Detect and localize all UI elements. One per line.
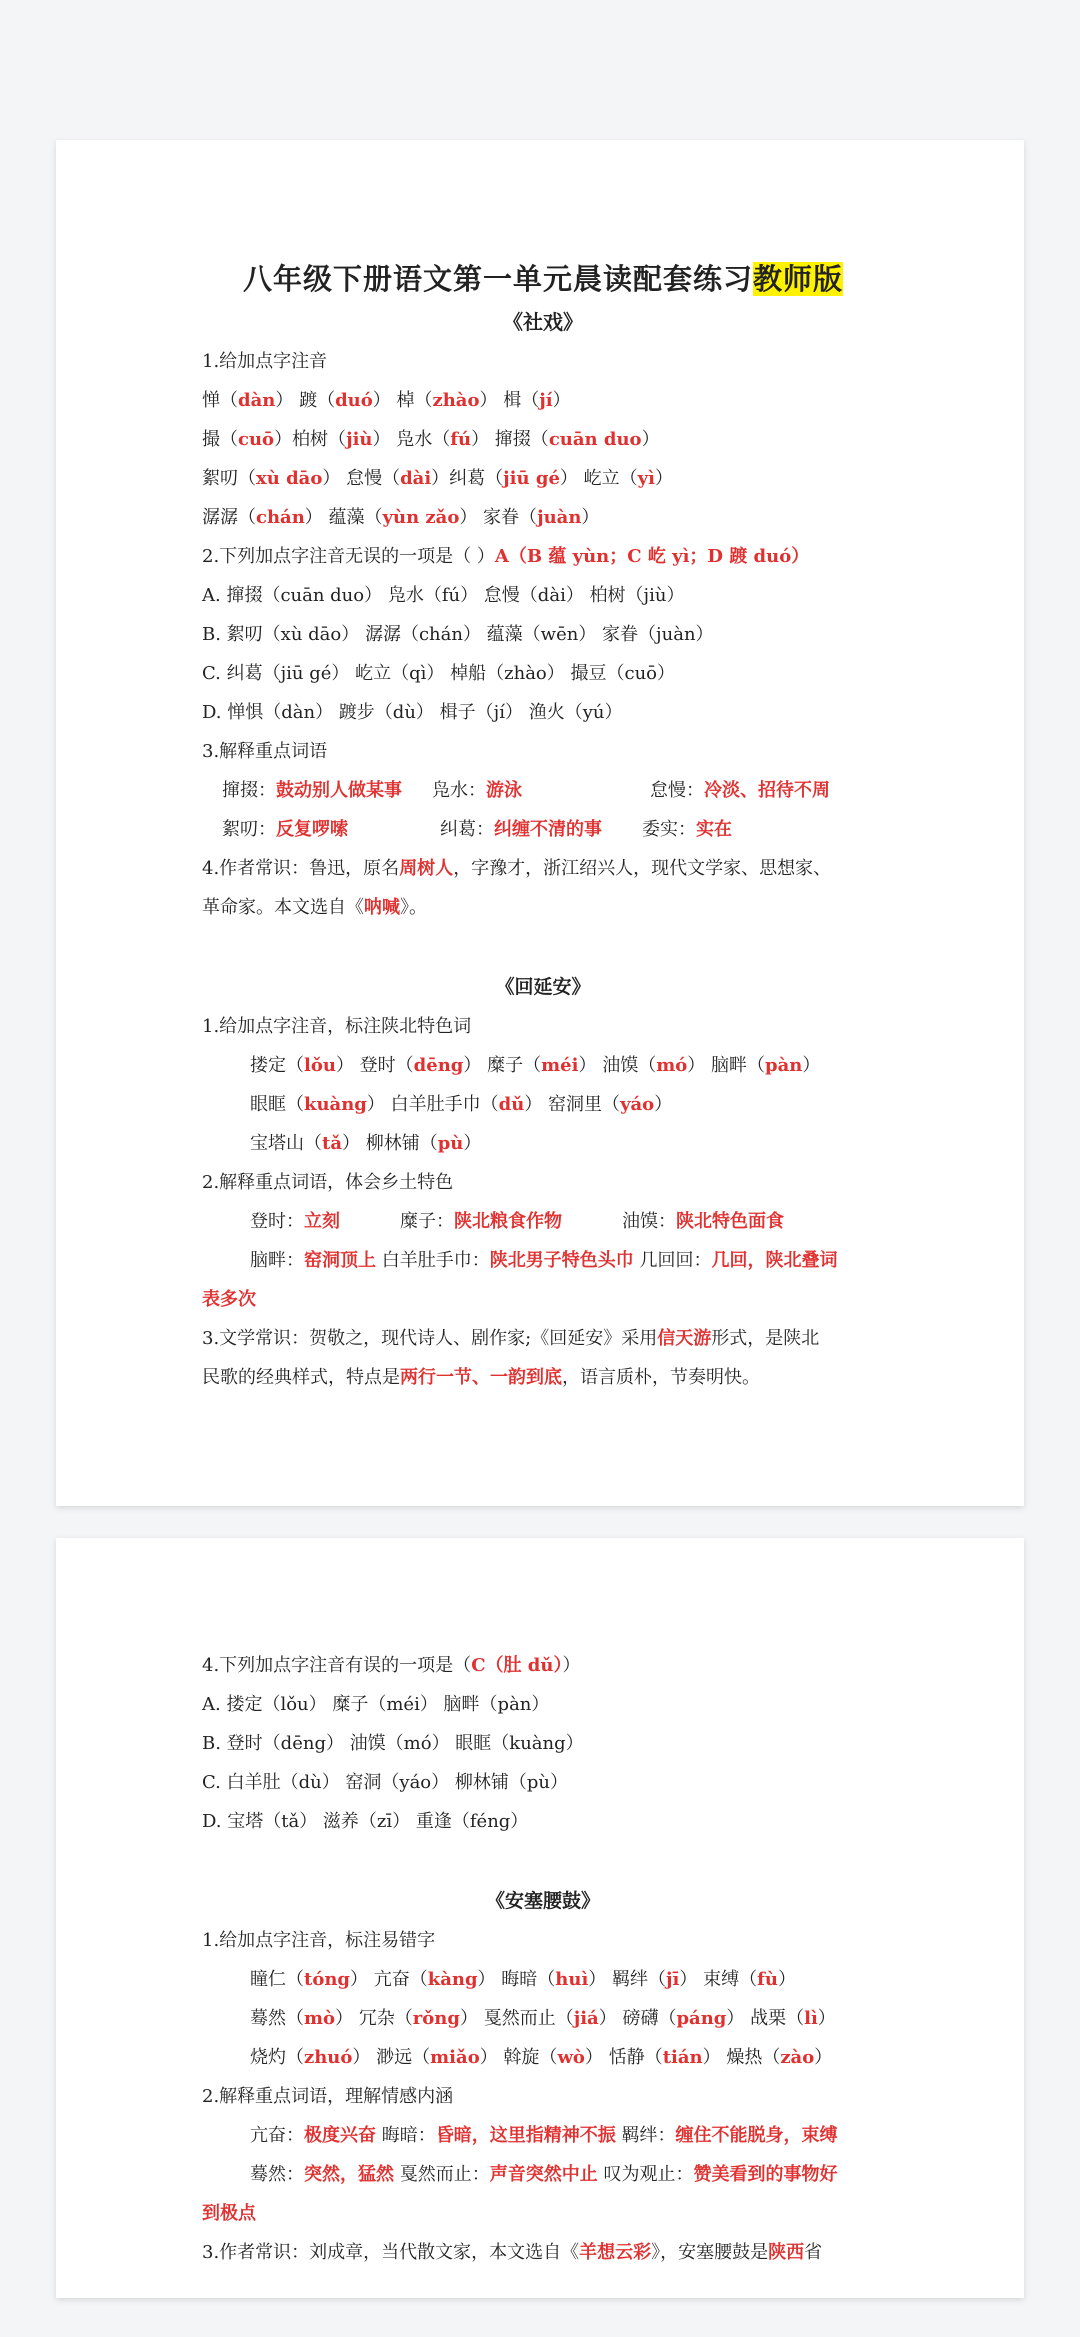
answer: fú	[450, 429, 472, 450]
spacer	[202, 1841, 884, 1881]
answer: dài	[400, 468, 432, 489]
question-line: 1.给加点字注音，标注易错字	[202, 1930, 436, 1951]
vocab-term: 纠葛：	[440, 819, 494, 840]
question-line	[202, 888, 884, 927]
vocab-term: 白羊肚手巾：	[376, 1250, 490, 1271]
answer: lǒu	[304, 1055, 336, 1076]
answer: zhào	[432, 390, 480, 411]
answer: yì	[637, 468, 655, 489]
text: 4.作者常识：鲁迅，原名	[202, 858, 400, 879]
document-page-2	[56, 1538, 1024, 2298]
answer: 陕北粮食作物	[454, 1211, 562, 1232]
answer: rǒng	[412, 2008, 460, 2029]
answer: jiù	[346, 429, 373, 450]
text: 形式，是陕北	[711, 1328, 820, 1349]
answer: mó	[656, 1055, 688, 1076]
title-text: 八年级下册语文第一单元晨读配套练习	[242, 262, 753, 296]
question-line	[202, 537, 884, 576]
text: ，字豫才，浙江绍兴人，现代文学家、思想家、	[453, 858, 832, 879]
document-page-1	[56, 140, 1024, 1506]
option-b: B. 絮叨（xù dāo） 潺潺（chán） 蕴藻（wēn） 家眷（juàn）	[202, 624, 714, 645]
pinyin-line: 瞳仁（tóng） 亢奋（kàng） 晦暗（huì） 羁绊（jī） 束缚（fù）	[250, 1969, 796, 1990]
question-line: 2.解释重点词语，理解情感内涵	[202, 2086, 454, 2107]
option-d: D. 惮惧（dàn） 踱步（dù） 楫子（jí） 渔火（yú）	[202, 702, 623, 723]
vocab-term: 晦暗：	[376, 2125, 436, 2146]
pinyin-line: 絮叨（xù dāo） 怠慢（dài）纠葛（jiū gé） 屹立（yì）	[202, 468, 673, 489]
vocab-term: 絮叨：	[222, 819, 276, 840]
text: 4.下列加点字注音有误的一项是（	[202, 1655, 472, 1676]
option-d: D. 宝塔（tǎ） 滋养（zī） 重逢（féng）	[202, 1811, 529, 1832]
answer: huì	[555, 1969, 589, 1990]
pinyin-line: 潺潺（chán） 蕴藻（yùn zǎo） 家眷（juàn）	[202, 507, 600, 528]
question-line: 2.解释重点词语，体会乡土特色	[202, 1172, 454, 1193]
answer: tián	[662, 2047, 703, 2068]
text: 3.作者常识：刘成章，当代散文家，本文选自《	[202, 2242, 580, 2263]
text: 革命家。本文选自《	[202, 897, 364, 918]
answer: zào	[780, 2047, 815, 2068]
option-c: C. 白羊肚（dù） 窑洞（yáo） 柳林铺（pù）	[202, 1772, 568, 1793]
question-text: 2.下列加点字注音无误的一项是（ ）	[202, 546, 495, 567]
answer: wò	[557, 2047, 585, 2068]
answer: juàn	[537, 507, 582, 528]
text: 》，安塞腰鼓是	[651, 2242, 769, 2263]
answer: fù	[757, 1969, 778, 1990]
answer: pàn	[765, 1055, 803, 1076]
option-a: A. 撺掇（cuān duo） 凫水（fú） 怠慢（dài） 柏树（jiù）	[202, 585, 685, 606]
answer: 声音突然中止	[489, 2164, 598, 2185]
answer: duó	[335, 390, 373, 411]
vocab-line	[202, 2116, 884, 2155]
vocab-term: 怠慢：	[650, 780, 704, 801]
vocab-term: 亢奋：	[250, 2125, 304, 2146]
text: 省	[804, 2242, 823, 2263]
text: ，语言质朴，节奏明快。	[562, 1367, 760, 1388]
question-line	[202, 1358, 884, 1397]
pinyin-line: 撮（cuō）柏树（jiù） 凫水（fú） 撺掇（cuān duo）	[202, 429, 660, 450]
answer: tóng	[304, 1969, 350, 1990]
pinyin-line: 眼眶（kuàng） 白羊肚手巾（dǔ） 窑洞里（yáo）	[250, 1094, 673, 1115]
answer: mò	[304, 2008, 336, 2029]
answer: dàn	[238, 390, 276, 411]
answer: xù dāo	[256, 468, 323, 489]
question-line: 1.给加点字注音	[202, 351, 328, 372]
answer: 鼓动别人做某事	[276, 780, 402, 801]
answer: 陕西	[768, 2242, 805, 2263]
answer: jī	[666, 1969, 680, 1990]
page-1-content	[202, 140, 884, 1397]
pinyin-line: 搂定（lǒu） 登时（dēng） 糜子（méi） 油馍（mó） 脑畔（pàn）	[250, 1055, 821, 1076]
section-title-shexi: 《社戏》	[503, 310, 583, 334]
option-c: C. 纠葛（jiū gé） 屹立（qì） 棹船（zhào） 撮豆（cuō）	[202, 663, 675, 684]
answer: cuān duo	[548, 429, 642, 450]
answer: 缠住不能脱身，束缚	[675, 2125, 838, 2146]
answer: cuō	[238, 429, 275, 450]
question-line	[202, 849, 884, 888]
vocab-line-cont	[202, 2194, 884, 2233]
vocab-line	[202, 1241, 884, 1280]
answer: tǎ	[322, 1133, 342, 1154]
spacer	[202, 927, 884, 967]
vocab-term: 委实：	[642, 819, 696, 840]
answer: 突然，猛然	[304, 2164, 394, 2185]
answer: jiū gé	[503, 468, 560, 489]
pinyin-line: 蓦然（mò） 冗杂（rǒng） 戛然而止（jiá） 磅礴（páng） 战栗（lì）	[250, 2008, 836, 2029]
title-highlight: 教师版	[753, 262, 844, 296]
question-line: 1.给加点字注音，标注陕北特色词	[202, 1016, 472, 1037]
answer: 冷淡、招待不周	[704, 780, 830, 801]
vocab-line	[202, 810, 884, 849]
pinyin-line: 宝塔山（tǎ） 柳林铺（pù）	[250, 1133, 482, 1154]
vocab-term: 登时：	[250, 1211, 304, 1232]
answer: 反复啰嗦	[276, 819, 348, 840]
answer: lì	[804, 2008, 818, 2029]
answer: 信天游	[657, 1328, 712, 1349]
vocab-term: 羁绊：	[615, 2125, 676, 2146]
answer: 几回，陕北叠词	[711, 1250, 838, 1271]
vocab-term: 糜子：	[400, 1211, 454, 1232]
vocab-line	[202, 771, 884, 810]
answer: 游泳	[486, 780, 522, 801]
answer: 两行一节、一韵到底	[400, 1367, 562, 1388]
answer: 实在	[696, 819, 732, 840]
vocab-term: 凫水：	[432, 780, 486, 801]
text: ）	[562, 1655, 581, 1676]
answer: A（B 蕴 yùn；C 屹 yì；D 踱 duó）	[494, 546, 810, 567]
question-line: 3.解释重点词语	[202, 741, 328, 762]
answer: dēng	[413, 1055, 464, 1076]
answer: 陕北男子特色头巾	[489, 1250, 634, 1271]
question-line	[202, 1319, 884, 1358]
option-a: A. 搂定（lǒu） 糜子（méi） 脑畔（pàn）	[202, 1694, 550, 1715]
vocab-term: 叹为观止：	[597, 2164, 694, 2185]
pinyin-line: 惮（dàn） 踱（duó） 棹（zhào） 楫（jí）	[202, 390, 571, 411]
question-line	[202, 2233, 884, 2272]
text: 》。	[400, 897, 427, 918]
answer: yáo	[620, 1094, 655, 1115]
answer: 窑洞顶上	[304, 1250, 376, 1271]
answer: páng	[676, 2008, 727, 2029]
question-line	[202, 1646, 884, 1685]
answer: jí	[539, 390, 553, 411]
answer: 周树人	[399, 858, 454, 879]
answer: yùn zǎo	[382, 507, 460, 528]
answer: 表多次	[202, 1289, 256, 1310]
answer: kuàng	[304, 1094, 367, 1115]
section-title-ansai: 《安塞腰鼓》	[485, 1890, 600, 1912]
answer: C（肚 dǔ）	[471, 1655, 563, 1676]
vocab-line	[202, 1202, 884, 1241]
answer: zhuó	[304, 2047, 353, 2068]
answer: 立刻	[304, 1211, 340, 1232]
vocab-term: 油馍：	[622, 1211, 676, 1232]
document-title	[202, 256, 884, 302]
text: 3.文学常识：贺敬之，现代诗人、剧作家;《回延安》采用	[202, 1328, 658, 1349]
vocab-term: 脑畔：	[250, 1250, 304, 1271]
vocab-term: 几回回：	[633, 1250, 712, 1271]
section-title-huiyanan: 《回延安》	[495, 976, 591, 998]
answer: chán	[256, 507, 305, 528]
pinyin-line: 烧灼（zhuó） 渺远（miǎo） 斡旋（wò） 恬静（tián） 燥热（zào）	[250, 2047, 833, 2068]
vocab-line-cont	[202, 1280, 884, 1319]
answer: jiá	[573, 2008, 599, 2029]
answer: miǎo	[430, 2047, 480, 2068]
text: 民歌的经典样式，特点是	[202, 1367, 400, 1388]
answer: 极度兴奋	[304, 2125, 376, 2146]
answer: méi	[541, 1055, 579, 1076]
page-2-content	[202, 1646, 884, 2272]
answer: pù	[437, 1133, 464, 1154]
answer: 昏暗，这里指精神不振	[435, 2125, 616, 2146]
vocab-term: 撺掇：	[222, 780, 276, 801]
answer: 呐喊	[364, 897, 400, 918]
option-b: B. 登时（dēng） 油馍（mó） 眼眶（kuàng）	[202, 1733, 584, 1754]
answer: 纠缠不清的事	[494, 819, 602, 840]
answer: 赞美看到的事物好	[693, 2164, 838, 2185]
answer: 到极点	[202, 2203, 256, 2224]
vocab-term: 蓦然：	[250, 2164, 304, 2185]
vocab-term: 戛然而止：	[394, 2164, 490, 2185]
answer: kàng	[427, 1969, 478, 1990]
vocab-line	[202, 2155, 884, 2194]
answer: dǔ	[498, 1094, 525, 1115]
answer: 陕北特色面食	[676, 1211, 784, 1232]
answer: 羊想云彩	[579, 2242, 652, 2263]
